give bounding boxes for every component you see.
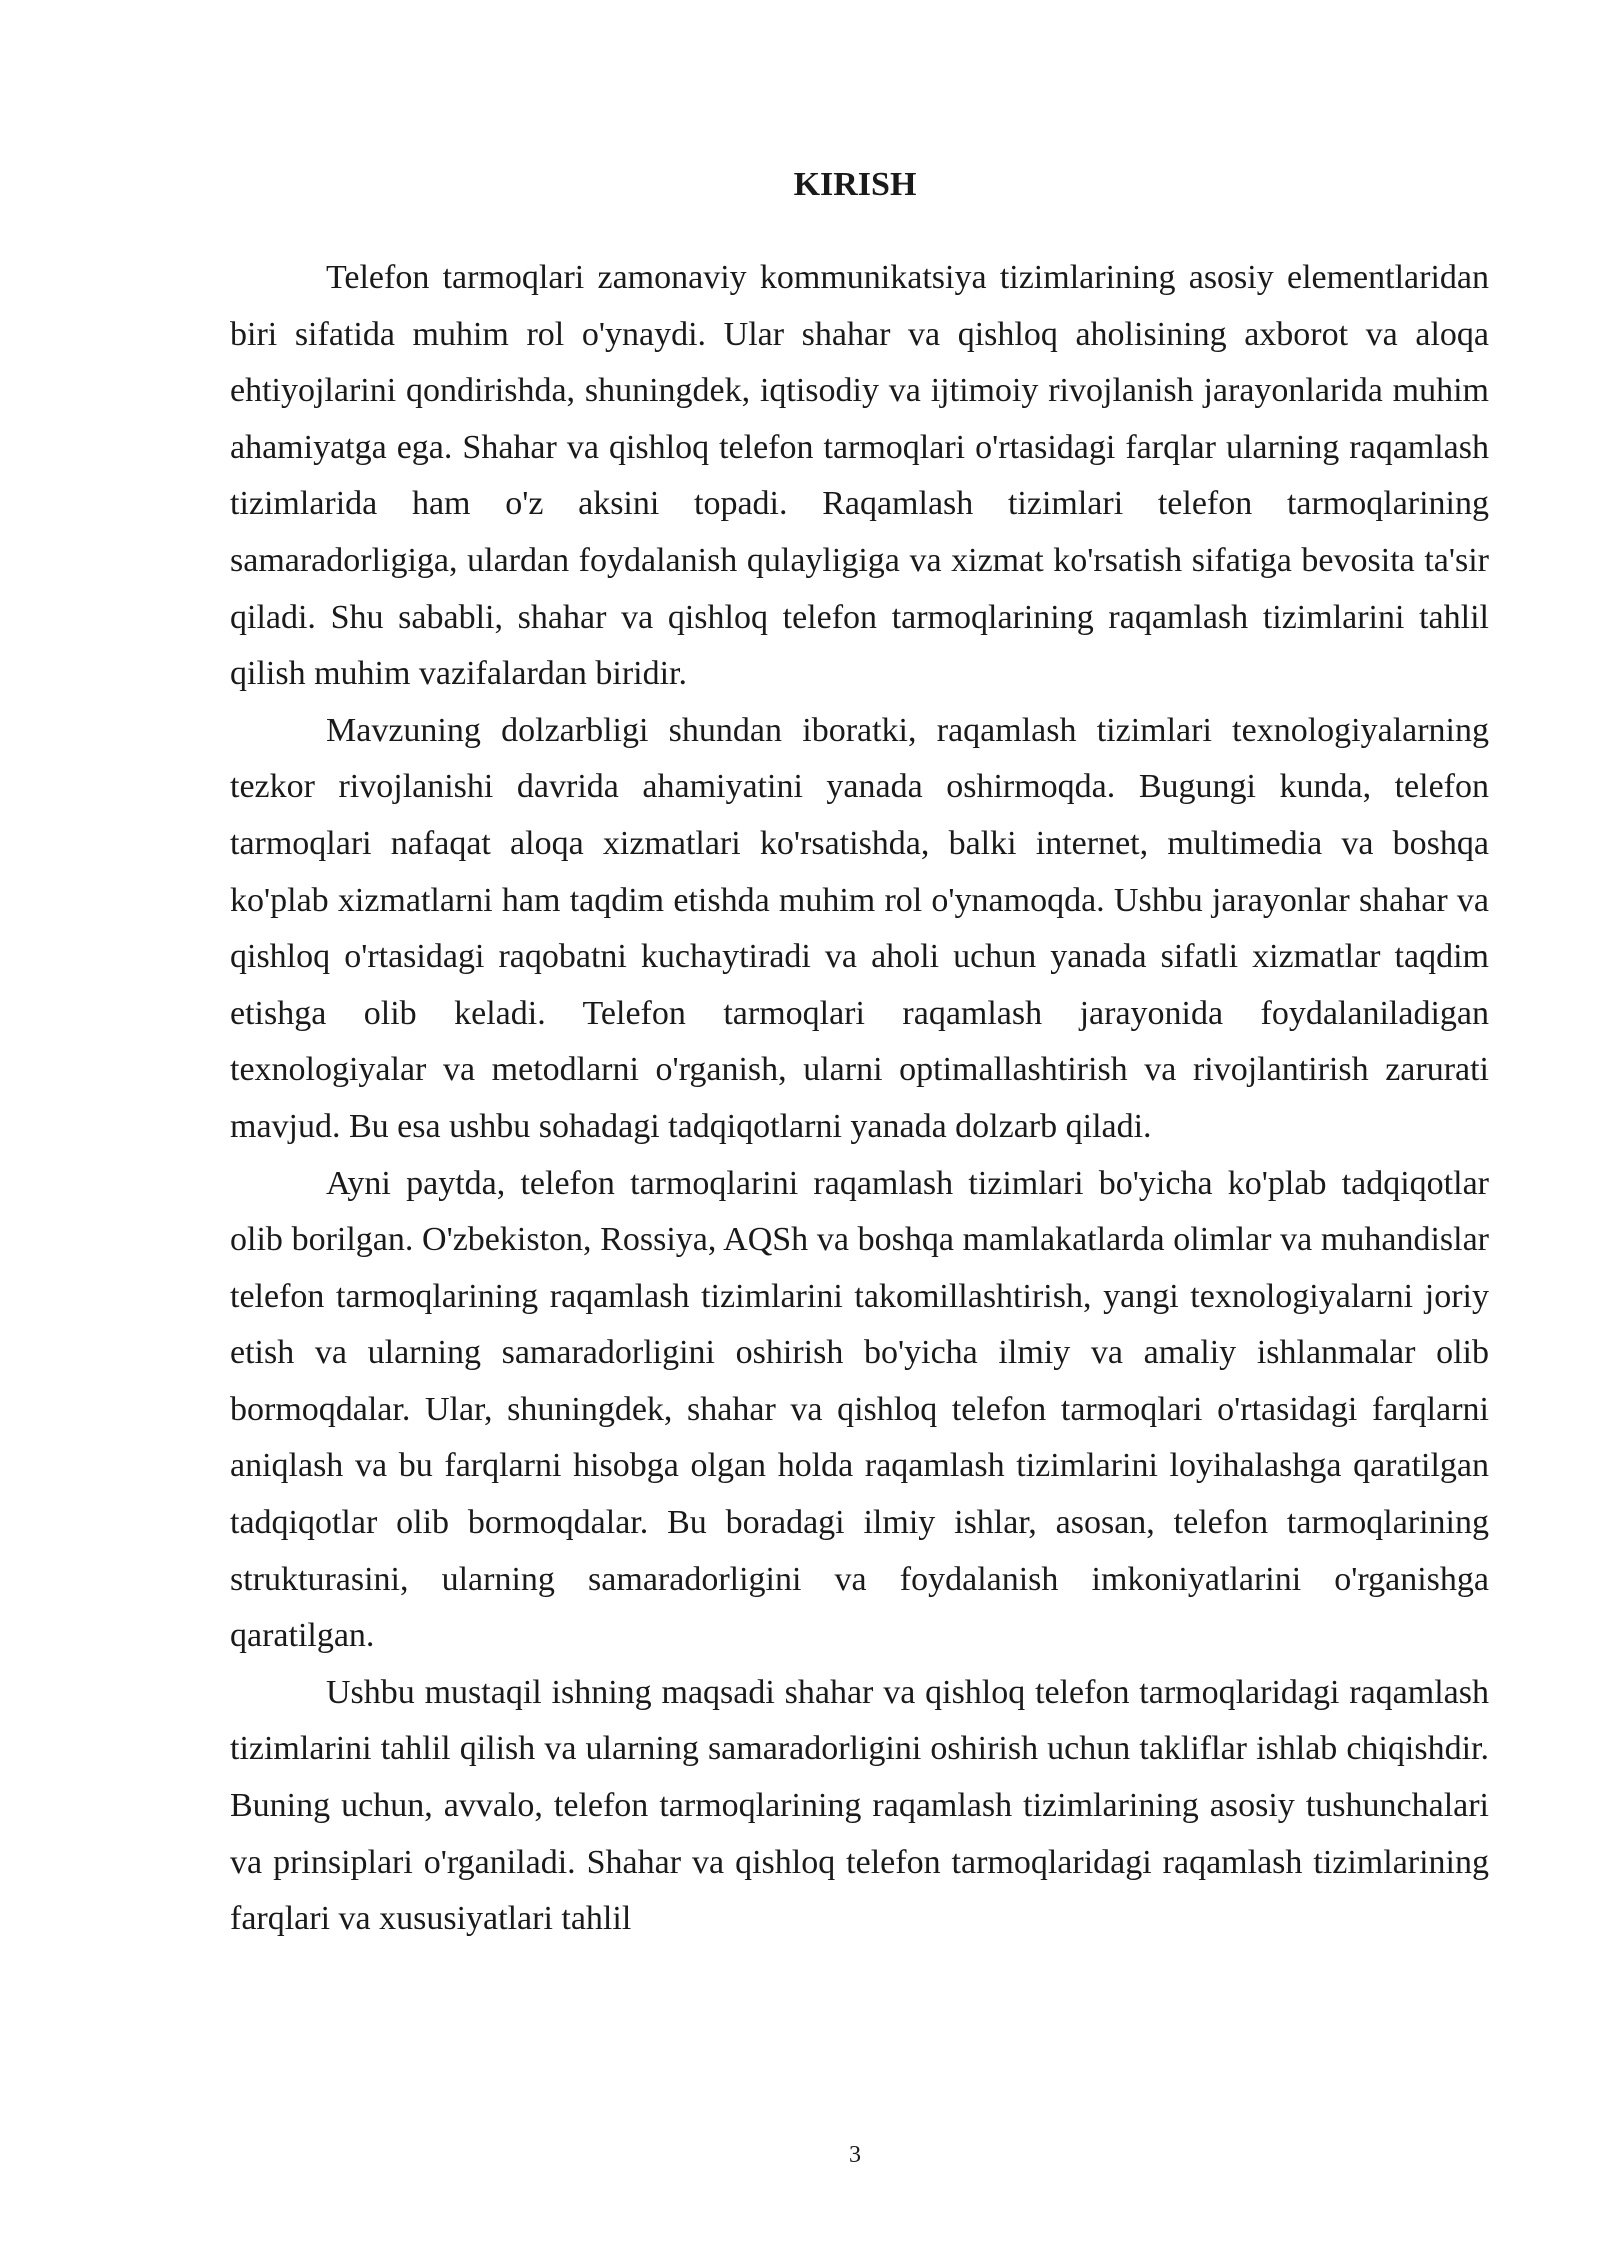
paragraph-2: Mavzuning dolzarbligi shundan iboratki, raqamlash tizimlari texnologiyalarning tezkor rivojlanishi davrida ahamiyatini yanada oshirmoqda. Bugungi kunda, telefon tarmoqlari nafaqat aloqa xizmatlari ko'rsatishda, balki internet, multimedia va boshqa ko'plab xizmatlarni ham taqdim etishda muhim rol o'ynamoqda. Ushbu jarayonlar shahar va qishloq o'rtasidagi raqobatni kuchaytiradi va aholi uchun yanada sifatli xizmatlar taqdim etishga olib keladi. Telefon tarmoqlari raqamlash jarayonida foydalaniladigan texnologiyalar va metodlarni o'rganish, ularni optimallashtirish va rivojlantirish zarurati mavjud. Bu esa ushbu sohadagi tadqiqotlarni yanada dolzarb qiladi.: [230, 711, 1489, 1145]
paragraph-3: Ayni paytda, telefon tarmoqlarini raqamlash tizimlari bo'yicha ko'plab tadqiqotlar olib borilgan. O'zbekiston, Rossiya, AQSh va boshqa mamlakatlarda olimlar va muhandislar telefon tarmoqlarining raqamlash tizimlarini takomillashtirish, yangi texnologiyalarni joriy etish va ularning samaradorligini oshirish bo'yicha ilmiy va amaliy ishlanmalar olib bormoqdalar. Ular, shuningdek, shahar va qishloq telefon tarmoqlari o'rtasidagi farqlarni aniqlash va bu farqlarni hisobga olgan holda raqamlash tizimlarini loyihalashga qaratilgan tadqiqotlar olib bormoqdalar. Bu boradagi ilmiy ishlar, asosan, telefon tarmoqlarining strukturasini, ularning samaradorligini va foydalanish imkoniyatlarini o'rganishga qaratilgan.: [230, 1164, 1489, 1655]
document-body: [230, 250, 1489, 1948]
page-title: KIRISH: [793, 166, 917, 203]
paragraph-1: Telefon tarmoqlari zamonaviy kommunikatsiya tizimlarining asosiy elementlaridan biri sifatida muhim rol o'ynaydi. Ular shahar va qishloq aholisining axborot va aloqa ehtiyojlarini qondirishda, shuningdek, iqtisodiy va ijtimoiy rivojlanish jarayonlarida muhim ahamiyatga ega. Shahar va qishloq telefon tarmoqlari o'rtasidagi farqlar ularning raqamlash tizimlarida ham o'z aksini topadi. Raqamlash tizimlari telefon tarmoqlarining samaradorligiga, ulardan foydalanish qulayligiga va xizmat ko'rsatish sifatiga bevosita ta'sir qiladi. Shu sababli, shahar va qishloq telefon tarmoqlarining raqamlash tizimlarini tahlil qilish muhim vazifalardan biridir.: [230, 259, 1489, 693]
paragraph-4: Ushbu mustaqil ishning maqsadi shahar va qishloq telefon tarmoqlaridagi raqamlash tizimlarini tahlil qilish va ularning samaradorligini oshirish uchun takliflar ishlab chiqishdir. Buning uchun, avvalo, telefon tarmoqlarining raqamlash tizimlarining asosiy tushunchalari va prinsiplari o'rganiladi. Shahar va qishloq telefon tarmoqlaridagi raqamlash tizimlarining farqlari va xususiyatlari tahlil: [230, 1673, 1489, 1938]
page-number: 3: [849, 2142, 861, 2168]
